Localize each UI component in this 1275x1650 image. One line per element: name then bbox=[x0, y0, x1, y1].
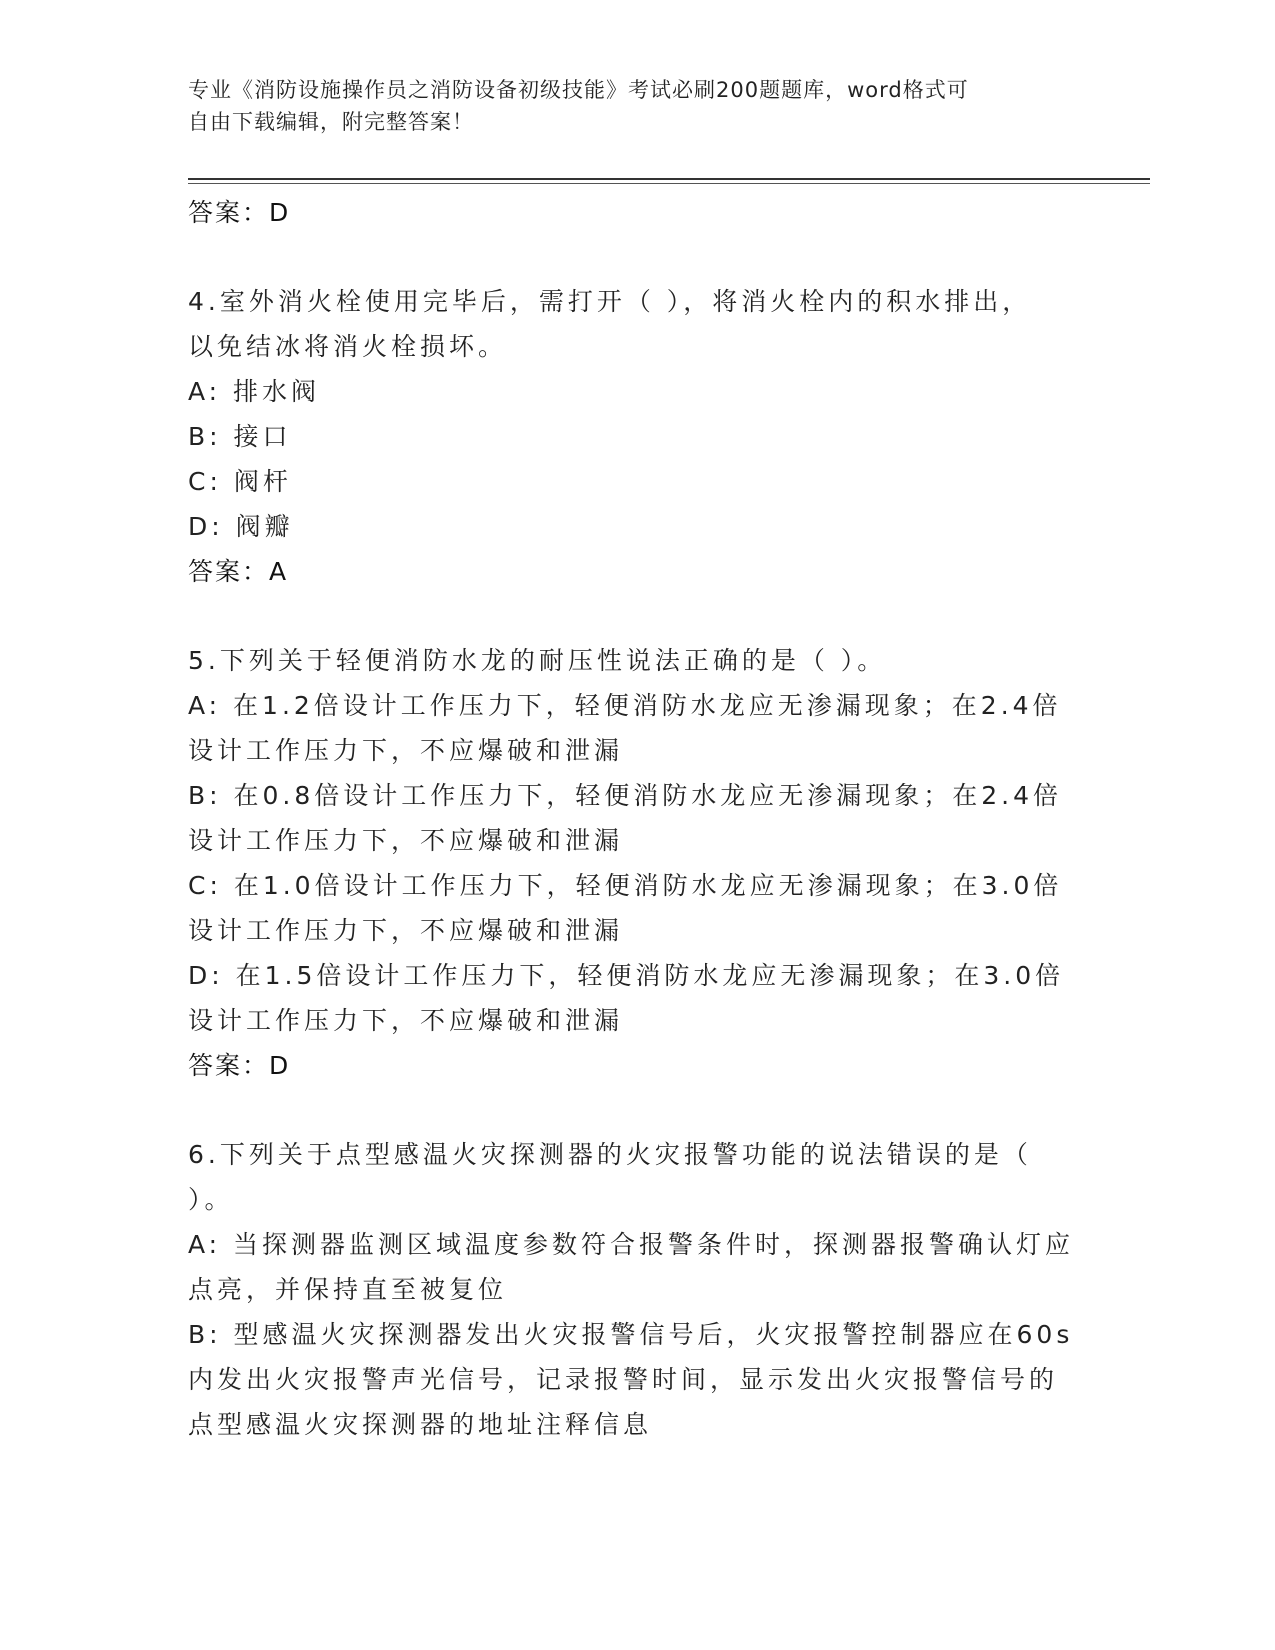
option-d: D: 在1.5倍设计工作压力下，轻便消防水龙应无渗漏现象；在3.0倍 bbox=[188, 961, 1065, 990]
option-c: C: 在1.0倍设计工作压力下，轻便消防水龙应无渗漏现象；在3.0倍 bbox=[188, 871, 1063, 900]
answer: 答案：D bbox=[188, 1051, 291, 1080]
header-line-1: 专业《消防设施操作员之消防设备初级技能》考试必刷200题题库，word格式可 bbox=[188, 78, 969, 102]
question-4 bbox=[188, 279, 1088, 594]
header-divider-secondary bbox=[188, 183, 1150, 184]
option-c-cont: 设计工作压力下，不应爆破和泄漏 bbox=[188, 916, 624, 945]
option-b-cont: 设计工作压力下，不应爆破和泄漏 bbox=[188, 826, 624, 855]
option-b-cont: 内发出火灾报警声光信号，记录报警时间，显示发出火灾报警信号的 bbox=[188, 1365, 1059, 1394]
question-6 bbox=[188, 1132, 1088, 1447]
question-stem: 6.下列关于点型感温火灾探测器的火灾报警功能的说法错误的是（ bbox=[188, 1140, 1032, 1169]
option-a-cont: 点亮，并保持直至被复位 bbox=[188, 1275, 508, 1304]
option-b-cont: 点型感温火灾探测器的地址注释信息 bbox=[188, 1410, 653, 1439]
option-a: A: 排水阀 bbox=[188, 377, 321, 406]
spacer bbox=[188, 594, 1088, 638]
option-a: A: 当探测器监测区域温度参数符合报警条件时，探测器报警确认灯应 bbox=[188, 1230, 1075, 1259]
question-5 bbox=[188, 638, 1088, 1088]
option-a-cont: 设计工作压力下，不应爆破和泄漏 bbox=[188, 736, 624, 765]
header-line-2: 自由下载编辑，附完整答案！ bbox=[188, 110, 474, 134]
spacer bbox=[188, 235, 1088, 279]
option-b: B: 在0.8倍设计工作压力下，轻便消防水龙应无渗漏现象；在2.4倍 bbox=[188, 781, 1063, 810]
question-stem-cont: ）。 bbox=[188, 1185, 234, 1214]
previous-answer: 答案：D bbox=[188, 198, 291, 227]
answer: 答案：A bbox=[188, 557, 289, 586]
document-body bbox=[188, 190, 1088, 1447]
option-d: D: 阀瓣 bbox=[188, 512, 294, 541]
option-d-cont: 设计工作压力下，不应爆破和泄漏 bbox=[188, 1006, 624, 1035]
option-a: A: 在1.2倍设计工作压力下，轻便消防水龙应无渗漏现象；在2.4倍 bbox=[188, 691, 1062, 720]
option-b: B: 型感温火灾探测器发出火灾报警信号后，火灾报警控制器应在60s bbox=[188, 1320, 1074, 1349]
question-stem: 以免结冰将消火栓损坏。 bbox=[188, 332, 508, 361]
question-stem: 4.室外消火栓使用完毕后，需打开（ ），将消火栓内的积水排出， bbox=[188, 287, 1032, 316]
document-header bbox=[188, 74, 1088, 138]
option-b: B: 接口 bbox=[188, 422, 292, 451]
option-c: C: 阀杆 bbox=[188, 467, 292, 496]
header-divider bbox=[188, 178, 1150, 180]
question-stem: 5.下列关于轻便消防水龙的耐压性说法正确的是（ ）。 bbox=[188, 646, 887, 675]
spacer bbox=[188, 1088, 1088, 1132]
